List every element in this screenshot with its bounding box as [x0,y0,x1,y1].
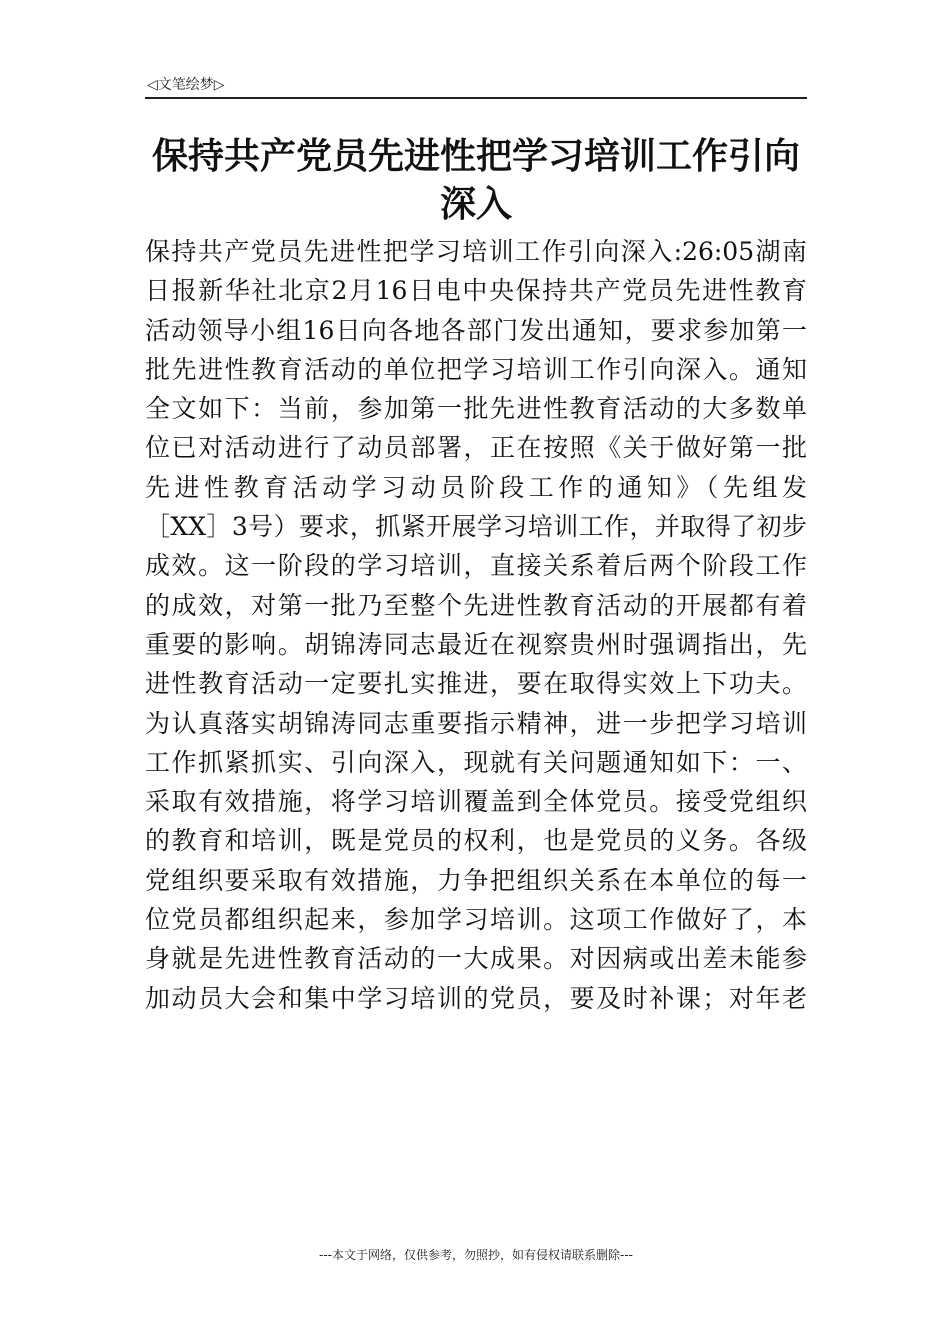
header-divider [145,97,807,99]
header-label: ◁文笔绘梦▷ [147,77,225,93]
body-line: 保持共产党员先进性把学习培训工作引向深入:26:05湖南 [145,237,807,266]
body-line: 进性教育活动一定要扎实推进，要在取得实效上下功夫。 [145,669,807,699]
body-line: 重要的影响。胡锦涛同志最近在视察贵州时强调指出，先 [145,629,807,659]
body-line: 位党员都组织起来，参加学习培训。这项工作做好了，本 [145,905,807,935]
body-line: 为认真落实胡锦涛同志重要指示精神，进一步把学习培训 [145,708,807,738]
body-line: 工作抓紧抓实、引向深入，现就有关问题通知如下：一、 [145,747,807,777]
body-line: 身就是先进性教育活动的一大成果。对因病或出差未能参 [145,944,807,974]
body-line: ［XX］3号）要求，抓紧开展学习培训工作，并取得了初步 [145,512,807,542]
body-line: 位已对活动进行了动员部署，正在按照《关于做好第一批 [145,433,807,463]
body-line: 的成效，对第一批乃至整个先进性教育活动的开展都有着 [145,590,807,620]
body-line: 加动员大会和集中学习培训的党员，要及时补课；对年老 [145,983,807,1013]
document-body [145,232,807,1018]
body-line: 全文如下：当前，参加第一批先进性教育活动的大多数单 [145,394,807,424]
document-title: 保持共产党员先进性把学习培训工作引向深入 [151,135,800,225]
body-line: 成效。这一阶段的学习培训，直接关系着后两个阶段工作 [145,551,807,581]
footer-disclaimer: ---本文于网络，仅供参考，勿照抄，如有侵权请联系删除--- [319,1248,633,1262]
body-line: 活动领导小组16日向各地各部门发出通知，要求参加第一 [145,315,807,345]
body-line: 的教育和培训，既是党员的权利，也是党员的义务。各级 [145,826,807,856]
body-line: 日报新华社北京2月16日电中央保持共产党员先进性教育 [145,276,807,306]
body-line: 党组织要采取有效措施，力争把组织关系在本单位的每一 [145,865,807,895]
body-line: 批先进性教育活动的单位把学习培训工作引向深入。通知 [145,354,807,384]
body-line: 采取有效措施，将学习培训覆盖到全体党员。接受党组织 [145,787,807,817]
body-line: 先进性教育活动学习动员阶段工作的通知》（先组发 [145,472,807,502]
